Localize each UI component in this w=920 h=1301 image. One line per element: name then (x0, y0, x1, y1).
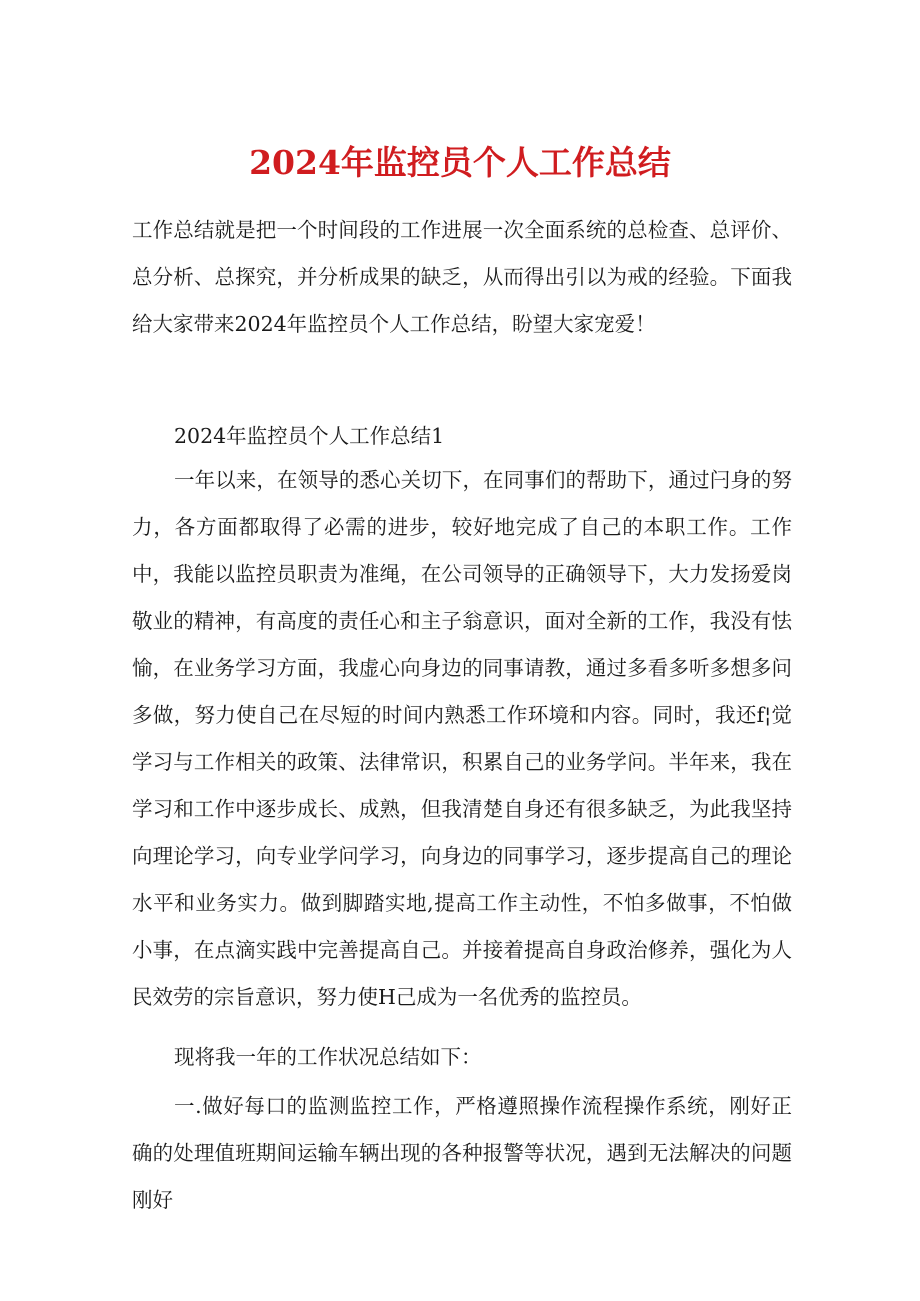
section-heading: 2024年监控员个人工作总结1 (174, 424, 445, 448)
intro-paragraph: 工作总结就是把一个时间段的工作进展一次全面系统的总检查、总评价、总分析、总探究，并分析成果的缺乏，从而得出引以为戒的经验。下面我给大家带来2024年监控员个人工作总结，盼望大家宠爱！ (132, 218, 792, 336)
body-paragraph-3: 一.做好每口的监测监控工作，严格遵照操作流程操作系统，刚好正确的处理值班期间运输车辆出现的各种报警等状况，遇到无法解决的问题刚好 (132, 1094, 792, 1212)
body-paragraph-1: 一年以来，在领导的悉心关切下，在同事们的帮助下，通过闩身的努力，各方面都取得了必需的进步，较好地完成了自己的本职工作。工作中，我能以监控员职责为准绳，在公司领导的正确领导下，大力发扬爱岗敬业的精神，有高度的责任心和主子翁意识，面对全新的工作，我没有怯愉，在业务学习方面，我虚心向身边的同事请教，通过多看多听多想多问多做，努力使自己在尽短的时间内熟悉工作环境和内容。同时，我还f¦觉学习与工作相关的政策、法律常识，积累自己的业务学问。半年来，我在学习和工作中逐步成长、成熟，但我清楚自身还有很多缺乏，为此我坚持向理论学习，向专业学问学习，向身边的同事学习，逐步提高自己的理论水平和业务实力。做到脚踏实地,提高工作主动性，不怕多做事，不怕做小事，在点滴实践中完善提高自己。并接着提高自身政治修养，强化为人民效劳的宗旨意识，努力使H己成为一名优秀的监控员。 (132, 468, 792, 1009)
body-paragraph-2: 现将我一年的工作状况总结如下： (174, 1045, 482, 1069)
document-title: 2024年监控员个人工作总结 (249, 143, 671, 182)
